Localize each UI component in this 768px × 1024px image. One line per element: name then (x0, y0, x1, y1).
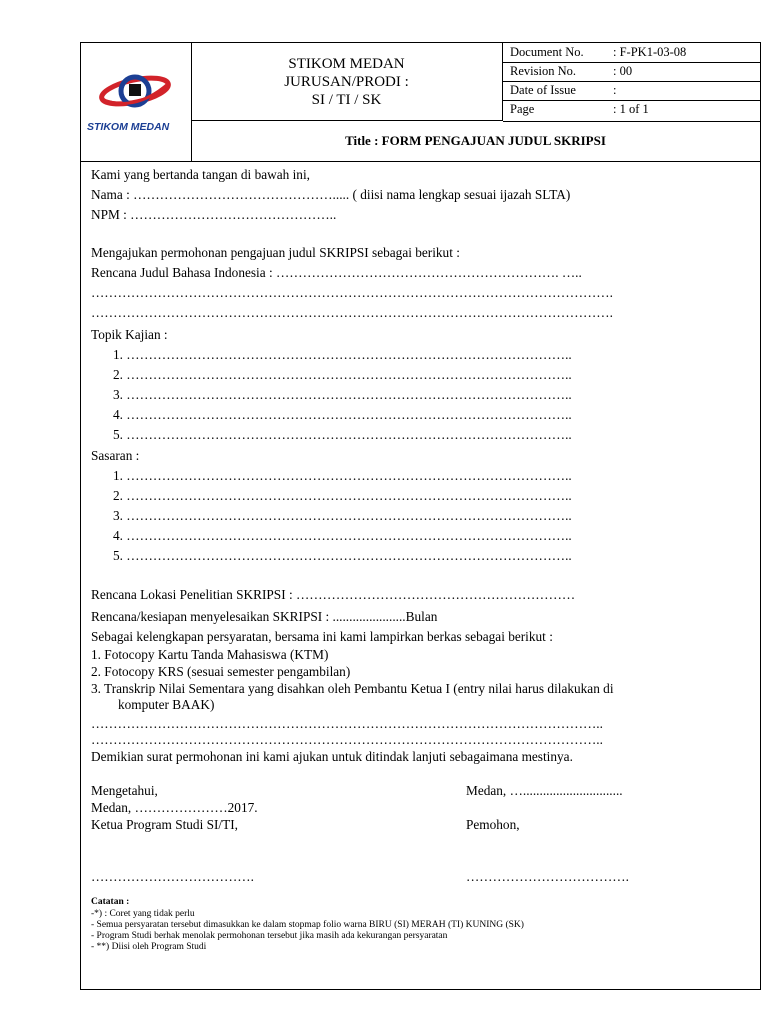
meta-row (503, 100, 760, 121)
sasaran-item: 4. ……………………………………………………………………………………….. (113, 528, 572, 543)
logo-text: STIKOM MEDAN (87, 121, 170, 133)
topik-item: 5. ……………………………………………………………………………………….. (113, 427, 572, 442)
nama-field: Nama : ………………………………………..... ( diisi nama lengkap sesuai ijazah SLTA) (91, 187, 571, 202)
mengetahui-label: Mengetahui, (91, 783, 158, 798)
form-title (191, 121, 760, 161)
signature-line-left: ………………………………. (91, 869, 254, 884)
ketua-label: Ketua Program Studi SI/TI, (91, 817, 238, 832)
berkas-item: 1. Fotocopy Kartu Tanda Mahasiswa (KTM) (91, 647, 329, 662)
meta-row (503, 43, 760, 63)
meta-value: : (613, 83, 617, 97)
npm-field: NPM : ……………………………………….. (91, 207, 337, 222)
lampiran-dots-line: …………………………………………………………………………………………………….. (91, 716, 603, 731)
meta-value: : 00 (613, 64, 633, 78)
org-name: STIKOM MEDAN (288, 56, 405, 72)
medan-date-right: Medan, ….............................. (466, 783, 623, 798)
topik-item: 4. ……………………………………………………………………………………….. (113, 407, 572, 422)
berkas-item-continued: komputer BAAK) (118, 697, 215, 712)
intro-text: Kami yang bertanda tangan di bawah ini, (91, 167, 310, 182)
berkas-item: 3. Transkrip Nilai Sementara yang disahkan oleh Pembantu Ketua I (entry nilai harus dilakukan di (91, 681, 614, 696)
sasaran-label: Sasaran : (91, 448, 140, 463)
lampiran-dots-line: …………………………………………………………………………………………………….. (91, 732, 603, 747)
sasaran-item: 2. ……………………………………………………………………………………….. (113, 488, 572, 503)
judul-dots-line: ………………………………………………………………………………………………………. (91, 285, 613, 300)
catatan-item: - Semua persyaratan tersebut dimasukkan ke dalam stopmap folio warna BIRU (SI) MERAH (TI) KUNING (SK) (91, 920, 524, 930)
meta-row (503, 62, 760, 82)
sasaran-item: 3. ……………………………………………………………………………………….. (113, 508, 572, 523)
topik-label: Topik Kajian : (91, 327, 168, 342)
logo-cell (81, 43, 192, 161)
meta-label: Document No. (510, 45, 584, 59)
form-page (80, 42, 761, 990)
catatan-item: -*) : Coret yang tidak perlu (91, 909, 195, 919)
meta-label: Page (510, 102, 535, 116)
judul-dots-line: ………………………………………………………………………………………………………. (91, 305, 613, 320)
org-department: JURUSAN/PRODI : (284, 74, 409, 90)
lokasi-field: Rencana Lokasi Penelitian SKRIPSI : ……………………………………………………… (91, 587, 576, 602)
sasaran-item: 1. ……………………………………………………………………………………….. (113, 468, 572, 483)
kelengkapan-text: Sebagai kelengkapan persyaratan, bersama ini kami lampirkan berkas sebagai berikut : (91, 629, 553, 644)
meta-value: : F-PK1-03-08 (613, 45, 687, 59)
meta-row (503, 81, 760, 101)
medan-date-left: Medan, …………………2017. (91, 800, 258, 815)
pemohon-label: Pemohon, (466, 817, 520, 832)
request-text: Mengajukan permohonan pengajuan judul SKRIPSI sebagai berikut : (91, 245, 460, 260)
signature-line-right: ………………………………. (466, 869, 629, 884)
meta-label: Revision No. (510, 64, 576, 78)
topik-item: 1. ……………………………………………………………………………………….. (113, 347, 572, 362)
judul-field: Rencana Judul Bahasa Indonesia : ………………………………………………………. ….. (91, 265, 582, 280)
topik-item: 3. ……………………………………………………………………………………….. (113, 387, 572, 402)
closing-text: Demikian surat permohonan ini kami ajukan untuk ditindak lanjuti sebagaimana mestinya. (91, 749, 573, 764)
form-title-text: Title : FORM PENGAJUAN JUDUL SKRIPSI (345, 133, 606, 148)
sasaran-item: 5. ……………………………………………………………………………………….. (113, 548, 572, 563)
catatan-label: Catatan : (91, 897, 130, 907)
berkas-item: 2. Fotocopy KRS (sesuai semester pengambilan) (91, 664, 351, 679)
meta-label: Date of Issue (510, 83, 576, 97)
topik-item: 2. ……………………………………………………………………………………….. (113, 367, 572, 382)
document-header (81, 43, 760, 162)
meta-value: : 1 of 1 (613, 102, 649, 116)
catatan-item: - Program Studi berhak menolak permohonan tersebut jika masih ada kekurangan persyaratan (91, 931, 448, 941)
organization-cell (191, 43, 503, 121)
catatan-item: - **) Diisi oleh Program Studi (91, 942, 207, 952)
org-programs: SI / TI / SK (311, 92, 382, 108)
document-meta (503, 43, 760, 122)
kesiapan-field: Rencana/kesiapan menyelesaikan SKRIPSI : ......................Bulan (91, 609, 438, 624)
